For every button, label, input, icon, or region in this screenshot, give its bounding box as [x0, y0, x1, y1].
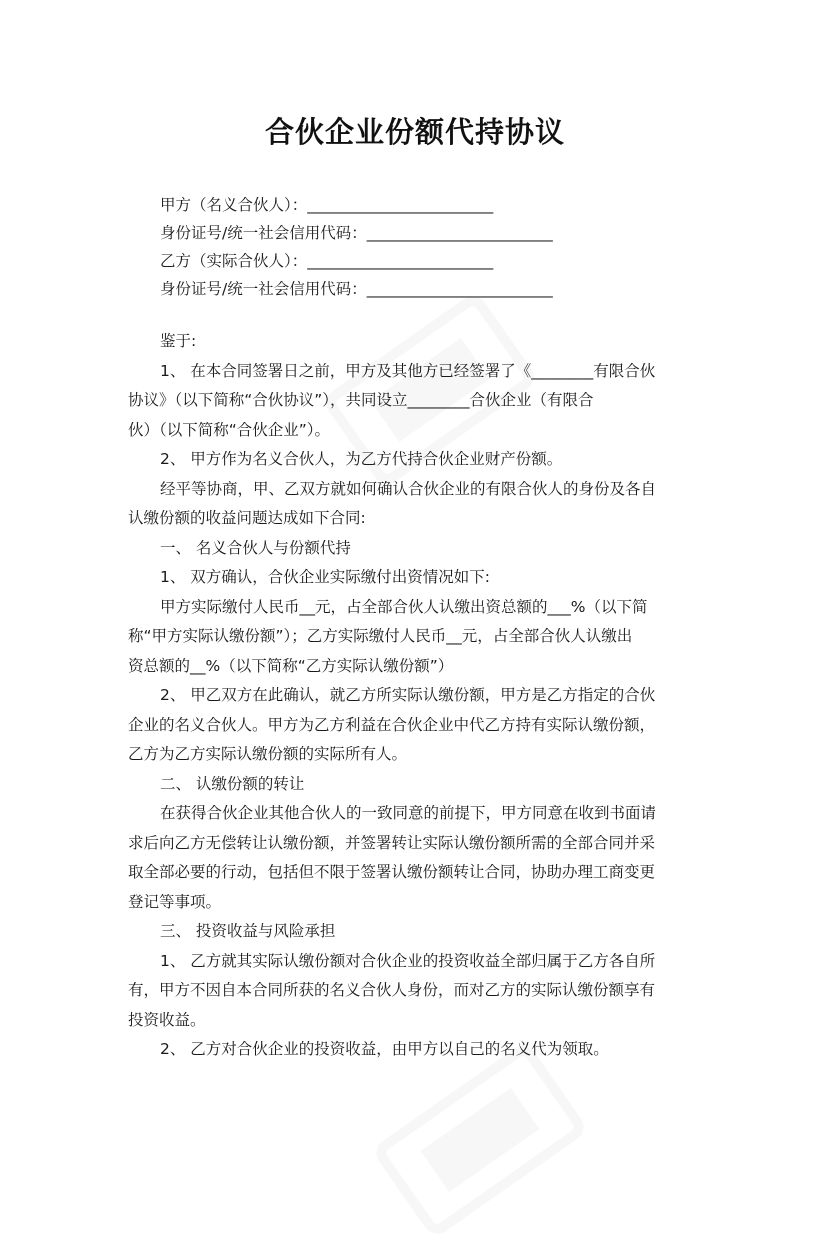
paragraph-line: 认缴份额的收益问题达成如下合同: [128, 509, 366, 527]
section-heading: 三、 投资收益与风险承担 [160, 922, 336, 940]
paragraph-line: 登记等事项。 [128, 892, 222, 911]
party-b-id-field: 身份证号/统一社会信用代码：________________________ [160, 280, 553, 298]
paragraph-line: 1、 乙方就其实际认缴份额对合伙企业的投资收益全部归属于乙方各自所 [160, 951, 656, 970]
paragraph-line: 有，甲方不因自本合同所获的名义合伙人身份，而对乙方的实际认缴份额享有 [128, 981, 656, 999]
paragraph-line: 2、 甲方作为名义合伙人，为乙方代持合伙企业财产份额。 [160, 450, 563, 468]
paragraph-line: 求后向乙方无偿转让认缴份额，并签署转让实际认缴份额所需的全部合同并采 [128, 833, 656, 852]
paragraph-line: 伙）（以下简称“合伙企业”）。 [128, 420, 331, 439]
paragraph-line: 2、 乙方对合伙企业的投资收益，由甲方以自己的名义代为领取。 [160, 1040, 609, 1058]
paragraph-line: 1、 在本合同签署日之前，甲方及其他方已经签署了《________有限合伙 [160, 361, 656, 380]
section-heading: 一、 名义合伙人与份额代持 [160, 538, 351, 557]
paragraph-line: 甲方实际缴付人民币__元，占全部合伙人认缴出资总额的___%（以下简 [160, 597, 648, 616]
paragraph-line: 企业的名义合伙人。甲方为乙方利益在合伙企业中代乙方持有实际认缴份额， [128, 715, 656, 734]
paragraph-line: 2、 甲乙双方在此确认，就乙方所实际认缴份额，甲方是乙方指定的合伙 [160, 686, 656, 704]
paragraph-line: 资总额的__%（以下简称“乙方实际认缴份额”） [128, 656, 454, 675]
party-a-id-field: 身份证号/统一社会信用代码：________________________ [160, 224, 553, 242]
paragraph-line: 投资收益。 [128, 1010, 206, 1029]
watermark-logo [364, 1033, 597, 1246]
paragraph-line: 称“甲方实际认缴份额”）；乙方实际缴付人民币__元，占全部合伙人认缴出 [128, 627, 633, 645]
agreement-body [128, 327, 708, 1065]
document-title: 合伙企业份额代持协议 [264, 115, 565, 149]
paragraph-line: 取全部必要的行动，包括但不限于签署认缴份额转让合同，协助办理工商变更 [128, 863, 656, 881]
paragraph-line: 在获得合伙企业其他合伙人的一致同意的前提下，甲方同意在收到书面请 [160, 804, 657, 822]
party-b-name-field: 乙方（实际合伙人）：________________________ [160, 252, 494, 270]
paragraph-line: 协议》（以下简称“合伙协议”），共同设立________合伙企业（有限合 [128, 391, 594, 409]
preamble-heading: 鉴于: [160, 332, 197, 350]
party-a-name-field: 甲方（名义合伙人）：________________________ [160, 196, 494, 214]
paragraph-line: 乙方为乙方实际认缴份额的实际所有人。 [128, 745, 408, 763]
paragraph-line: 经平等协商，甲、乙双方就如何确认合伙企业的有限合伙人的身份及各自 [160, 479, 657, 498]
section-heading: 二、 认缴份额的转让 [160, 774, 305, 793]
paragraph-line: 1、 双方确认，合伙企业实际缴付出资情况如下: [160, 568, 491, 586]
